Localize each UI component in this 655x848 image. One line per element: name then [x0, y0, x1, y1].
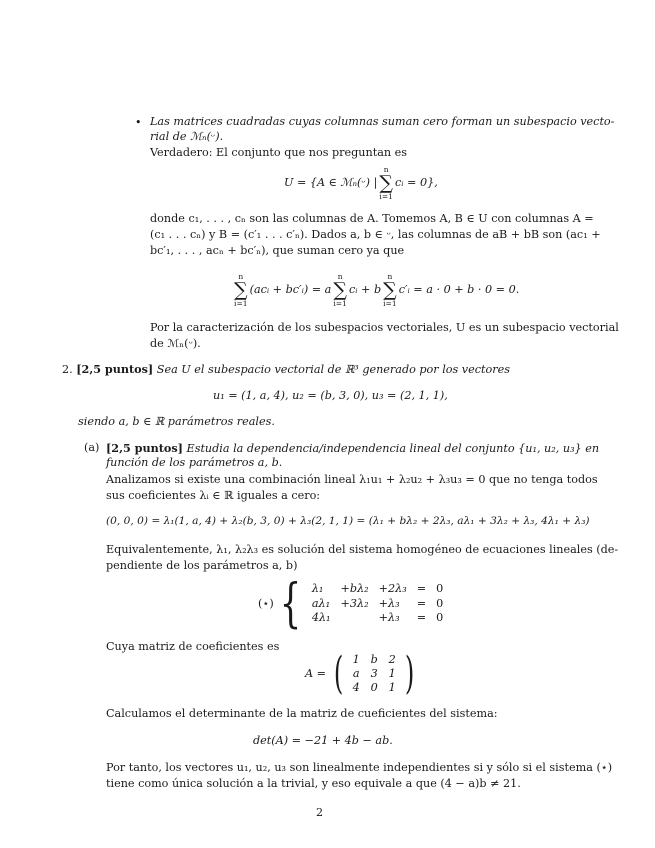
problem-stmt: Sea U el subespacio vectorial de ℝ³ generado por los vectores [156, 363, 510, 376]
system-cell: 0 [436, 596, 444, 610]
bullet-marker: • [135, 116, 142, 129]
part-a-points: [2,5 puntos] [106, 441, 183, 455]
system-cell: λ₁ [311, 582, 324, 596]
sum-lower-2: i=1 [333, 298, 347, 308]
system-cell: 4λ₁ [311, 611, 331, 625]
matrix-entries [347, 653, 401, 695]
matrix-lhs: A = [305, 666, 327, 680]
coefficient-matrix [305, 648, 418, 699]
conclusion-line-2: tiene como única solución a la trivial, y eso equivale a que (4 − a)b ≠ 21. [106, 777, 521, 790]
solution-line-2: sus coeficientes λᵢ ∈ ℝ iguales a cero: [106, 489, 321, 502]
determinant-equation: det(A) = −21 + 4b − ab. [253, 734, 393, 747]
system-cell: 0 [436, 582, 444, 596]
system-table [307, 582, 448, 626]
left-brace: { [279, 574, 302, 634]
solution-line-6: Calculamos el determinante de la matriz de cueficientes del sistema: [106, 707, 498, 720]
combination-equation: (0, 0, 0) = λ₁(1, a, 4) + λ₂(b, 3, 0) + λ₃(2, 1, 1) = (λ₁ + bλ₂ + 2λ₃, aλ₁ + 3λ₂ + λ₃, 4λ₁ + λ₃) [106, 515, 590, 527]
conclusion-line-1: Por tanto, los vectores u₁, u₂, u₃ son linealmente independientes si y sólo si el sistema (⋆) [106, 761, 613, 774]
eq2-part-b: cᵢ + b [348, 282, 382, 296]
system-cell: 0 [436, 611, 444, 625]
sum-upper-3: n [387, 272, 393, 281]
system-cell: +λ₃ [378, 596, 400, 610]
problem-2-statement [62, 362, 510, 378]
paragraph-3-line-1: Por la caracterización de los subespacios vectoriales, U es un subespacio vectorial [150, 321, 619, 334]
sum-upper-1: n [238, 272, 244, 281]
sum-symbol-1 [234, 273, 248, 307]
eq2-part-c: c′ᵢ = a · 0 + b · 0 = 0. [398, 282, 520, 296]
sigma-glyph: ∑ [379, 171, 393, 194]
system-cell: +λ₃ [378, 611, 400, 625]
set-def-left: U = {A ∈ ℳₙ(ᵕ) | [284, 175, 378, 189]
page-number: 2 [316, 806, 324, 819]
matrix-entry: 3 [370, 667, 378, 680]
system-row [307, 597, 448, 612]
sum-lower: i=1 [379, 191, 393, 201]
system-row [307, 611, 448, 626]
sum-lower-3: i=1 [383, 298, 397, 308]
sum-symbol-3 [383, 273, 397, 307]
paragraph-2-line-2: (c₁ . . . cₙ) y B = (c′₁ . . . c′ₙ). Dados a, b ∈ ᵕ, las columnas de aB + bB son (ac₁ + [150, 228, 601, 241]
problem-number: 2. [62, 363, 73, 376]
paragraph-2-line-1: donde c₁, . . . , cₙ son las columnas de A. Tomemos A, B ∈ U con columnas A = [150, 212, 594, 225]
paragraph-2-line-3: bc′₁, . . . , acₙ + bc′ₙ), que suman cero ya que [150, 244, 405, 257]
system-cell: aλ₁ [311, 596, 331, 610]
matrix-entry: 1 [388, 667, 396, 680]
linear-system [258, 574, 448, 634]
matrix-entry: 4 [352, 681, 360, 694]
system-row [307, 582, 448, 597]
sigma-glyph-3: ∑ [383, 278, 397, 301]
sigma-glyph-1: ∑ [234, 278, 248, 301]
part-a-statement-line-2: función de los parámetros a, b. [106, 456, 283, 469]
parameters-note: siendo a, b ∈ ℝ parámetros reales. [78, 415, 275, 428]
matrix-entry: b [370, 653, 378, 666]
part-a-stmt-1: Estudia la dependencia/independencia lineal del conjunto {u₁, u₂, u₃} en [186, 442, 600, 455]
system-cell: = [416, 582, 427, 596]
solution-line-4: pendiente de los parámetros a, b) [106, 559, 298, 572]
part-a-label: (a) [84, 441, 100, 454]
sum-symbol-2 [333, 273, 347, 307]
sum-lower-1: i=1 [234, 298, 248, 308]
system-label: (⋆) [258, 596, 274, 610]
claim-line-2: rial de ℳₙ(ᵕ). [150, 130, 224, 143]
eq2-part-a: (acᵢ + bc′ᵢ) = a [249, 282, 332, 296]
sigma-glyph-2: ∑ [333, 278, 347, 301]
solution-line-5: Cuya matriz de coeficientes es [106, 640, 280, 653]
matrix-entry: 0 [370, 681, 378, 694]
system-cell: +3λ₂ [340, 596, 369, 610]
system-cell: +2λ₃ [378, 582, 407, 596]
matrix-right-paren: ) [405, 648, 415, 699]
matrix-entry: 1 [388, 681, 396, 694]
system-cell: +bλ₂ [340, 582, 369, 596]
linearity-equation [232, 273, 519, 307]
sum-symbol [379, 166, 393, 200]
sum-upper: n [383, 165, 389, 174]
problem-points: [2,5 puntos] [76, 362, 154, 376]
part-a-statement-line-1 [106, 441, 599, 457]
sum-upper-2: n [337, 272, 343, 281]
solution-line-1: Analizamos si existe una combinación lineal λ₁u₁ + λ₂u₂ + λ₃u₃ = 0 que no tenga todos [106, 473, 598, 486]
matrix-entry: 2 [388, 653, 396, 666]
set-def-right: cᵢ = 0}, [394, 175, 438, 189]
set-definition-equation [284, 166, 438, 200]
claim-line-1: Las matrices cuadradas cuyas columnas suman cero forman un subespacio vecto- [150, 115, 615, 128]
answer-intro: Verdadero: El conjunto que nos preguntan es [150, 146, 407, 159]
matrix-entry: a [352, 667, 360, 680]
system-cell [336, 611, 374, 626]
solution-line-3: Equivalentemente, λ₁, λ₂λ₃ es solución del sistema homogéneo de ecuaciones lineales (de- [106, 543, 619, 556]
paragraph-3-line-2: de ℳₙ(ᵕ). [150, 337, 201, 350]
matrix-entry: 1 [352, 653, 360, 666]
system-cell: = [416, 596, 427, 610]
vectors-equation: u₁ = (1, a, 4), u₂ = (b, 3, 0), u₃ = (2, 1, 1), [213, 389, 448, 402]
matrix-left-paren: ( [333, 648, 344, 699]
system-cell: = [416, 611, 427, 625]
